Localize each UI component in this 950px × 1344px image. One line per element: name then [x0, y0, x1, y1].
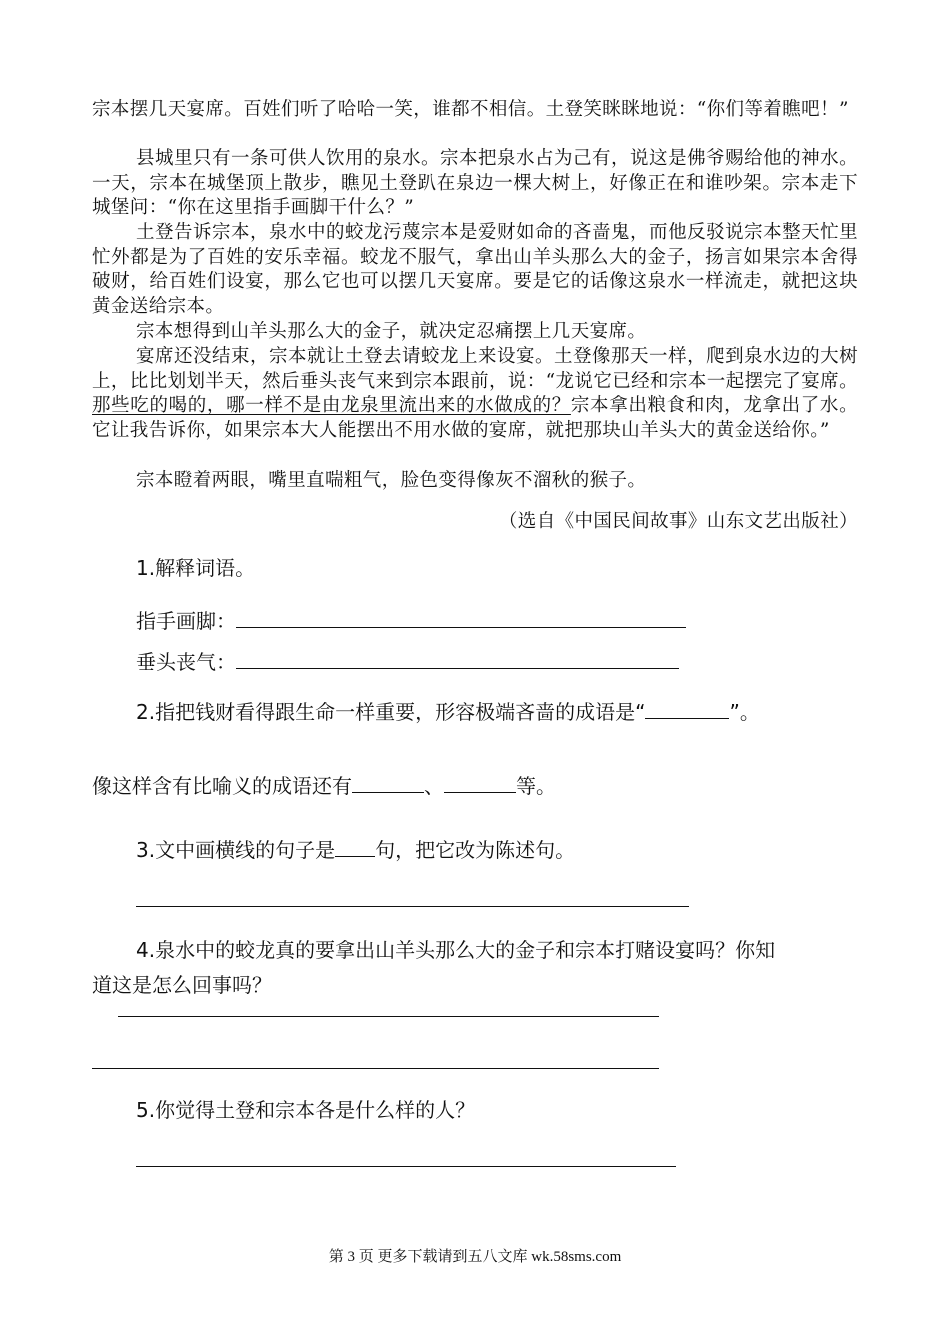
question-1-term-1	[136, 607, 686, 634]
question-3	[136, 836, 575, 863]
page-footer: 第 3 页 更多下载请到五八文库 wk.58sms.com	[328, 1249, 622, 1265]
question-2-end: 等。	[516, 774, 556, 798]
story-paragraph-2: 县城里只有一条可供人饮用的泉水。宗本把泉水占为己有，说这是佛爷赐给他的神水。一天，宗本在城堡顶上散步，瞧见土登趴在泉边一棵大树上，好像正在和谁吵架。宗本走下城堡问：“你在这里指手画脚干什么？”	[92, 148, 858, 219]
source-citation: （选自《中国民间故事》山东文艺出版社）	[498, 511, 858, 532]
sentence-type-blank[interactable]	[335, 836, 375, 857]
question-4-line-1: 4.泉水中的蛟龙真的要拿出山羊头那么大的金子和宗本打赌设宴吗？你知	[136, 938, 776, 962]
question-4-answer-line-1[interactable]	[118, 1016, 659, 1017]
question-2-close: ”。	[729, 700, 760, 724]
question-1: 1.解释词语。	[136, 556, 256, 580]
story-paragraph-5-end: 宗本拿出粮食和肉，龙拿出了水。它让我告诉你，如果宗本大人能摆出不用水做的宴席，就把那块山羊头大的黄金送给你。”	[92, 395, 858, 441]
question-1-term-2	[136, 648, 679, 675]
question-2	[136, 698, 760, 725]
story-paragraph-1: 宗本摆几天宴席。百姓们听了哈哈一笑，谁都不相信。土登笑眯眯地说：“你们等着瞧吧！”	[92, 99, 849, 120]
story-paragraph-5-start: 宴席还没结束，宗本就让土登去请蛟龙上来设宴。土登像那天一样，爬到泉水边的大树上，比比划划半天，然后垂头丧气来到宗本跟前，说：“龙说它已经和宗本一起摆完了宴席。	[92, 346, 858, 392]
story-paragraph-5	[92, 345, 858, 443]
question-5: 5.你觉得土登和宗本各是什么样的人？	[136, 1098, 476, 1122]
metaphor-idiom-blank-1[interactable]	[352, 772, 424, 793]
question-4-answer-line-2[interactable]	[92, 1068, 659, 1069]
separator: 、	[424, 774, 444, 798]
question-3-rest: 句，把它改为陈述句。	[375, 838, 576, 862]
question-4-line-2: 道这是怎么回事吗？	[92, 973, 272, 997]
term-2-answer-blank[interactable]	[236, 648, 679, 669]
story-paragraph-6: 宗本瞪着两眼，嘴里直喘粗气，脸色变得像灰不溜秋的猴子。	[136, 470, 647, 491]
underlined-sentence: 那些吃的喝的，哪一样不是由龙泉里流出来的水做成的？	[92, 395, 571, 417]
term-1-answer-blank[interactable]	[236, 607, 686, 628]
story-paragraph-4: 宗本想得到山羊头那么大的金子，就决定忍痛摆上几天宴席。	[136, 321, 647, 342]
question-3-answer-line[interactable]	[136, 906, 689, 907]
story-paragraph-3: 土登告诉宗本，泉水中的蛟龙污蔑宗本是爱财如命的吝啬鬼，而他反驳说宗本整天忙里忙外都是为了百姓的安乐幸福。蛟龙不服气，拿出山羊头那么大的金子，扬言如果宗本舍得破财，给百姓们设宴，那么它也可以摆几天宴席。要是它的话像这泉水一样流走，就把这块黄金送给宗本。	[92, 222, 858, 317]
idiom-answer-blank[interactable]	[645, 698, 729, 719]
question-5-answer-line[interactable]	[136, 1166, 676, 1167]
question-3-text: 3.文中画横线的句子是	[136, 838, 336, 862]
question-2-continued-text: 像这样含有比喻义的成语还有	[92, 774, 352, 798]
question-2-continued	[92, 772, 556, 799]
metaphor-idiom-blank-2[interactable]	[444, 772, 516, 793]
term-2-label: 垂头丧气：	[136, 650, 236, 674]
question-2-text: 2.指把钱财看得跟生命一样重要，形容极端吝啬的成语是“	[136, 700, 646, 724]
term-1-label: 指手画脚：	[136, 609, 236, 633]
